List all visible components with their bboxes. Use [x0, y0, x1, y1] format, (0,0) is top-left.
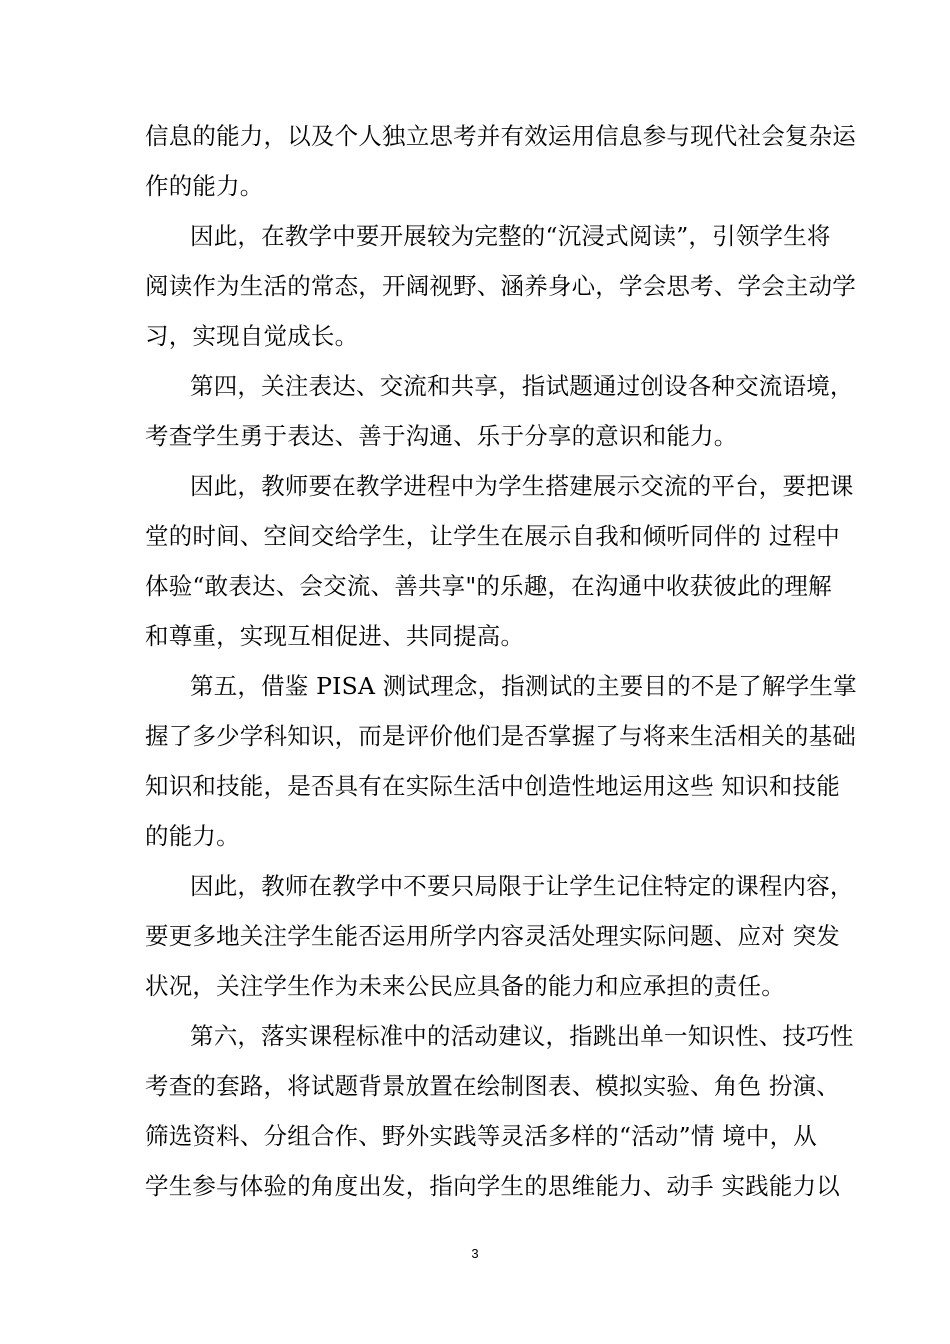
- text-line: 第六，落实课程标准中的活动建议，指跳出单一知识性、技巧性: [190, 1022, 854, 1050]
- text-line: 因此，在教学中要开展较为完整的“沉浸式阅读”，引领学生将: [190, 222, 831, 250]
- page-number: 3: [471, 1246, 479, 1261]
- text-line: 状况，关注学生作为未来公民应具备的能力和应承担的责任。: [145, 972, 785, 1000]
- text-line: 因此，教师在教学中不要只局限于让学生记住特定的课程内容，: [190, 872, 854, 900]
- text-line: 考查的套路，将试题背景放置在绘制图表、模拟实验、角色 扮演、: [145, 1072, 840, 1100]
- text-line: 习，实现自觉成长。: [145, 322, 359, 350]
- text-line: 堂的时间、空间交给学生，让学生在展示自我和倾听同伴的 过程中: [145, 522, 840, 550]
- text-line: 和尊重，实现互相促进、共同提高。: [145, 622, 525, 650]
- text-line: 握了多少学科知识，而是评价他们是否掌握了与将来生活相关的基础: [145, 722, 856, 750]
- text-line: 考查学生勇于表达、善于沟通、乐于分享的意识和能力。: [145, 422, 738, 450]
- text-line: 作的能力。: [145, 172, 264, 200]
- text-line: 筛选资料、分组合作、野外实践等灵活多样的“活动”情 境中，从: [145, 1122, 817, 1150]
- text-line: 第四，关注表达、交流和共享，指试题通过创设各种交流语境，: [190, 372, 854, 400]
- text-line: 阅读作为生活的常态，开阔视野、涵养身心，学会思考、学会主动学: [145, 272, 856, 300]
- text-line: 要更多地关注学生能否运用所学内容灵活处理实际问题、应对 突发: [145, 922, 840, 950]
- text-line: 信息的能力，以及个人独立思考并有效运用信息参与现代社会复杂运: [145, 122, 856, 150]
- text-line: 因此，教师要在教学进程中为学生搭建展示交流的平台，要把课: [190, 472, 854, 500]
- text-line: 的能力。: [145, 822, 240, 850]
- text-line: 体验“敢表达、会交流、善共享"的乐趣，在沟通中收获彼此的理解: [145, 572, 832, 600]
- text-line: 知识和技能，是否具有在实际生活中创造性地运用这些 知识和技能: [145, 772, 840, 800]
- text-line: 第五，借鉴 PISA 测试理念，指测试的主要目的不是了解学生掌: [190, 672, 857, 700]
- text-line: 学生参与体验的角度出发，指向学生的思维能力、动手 实践能力以: [145, 1172, 840, 1200]
